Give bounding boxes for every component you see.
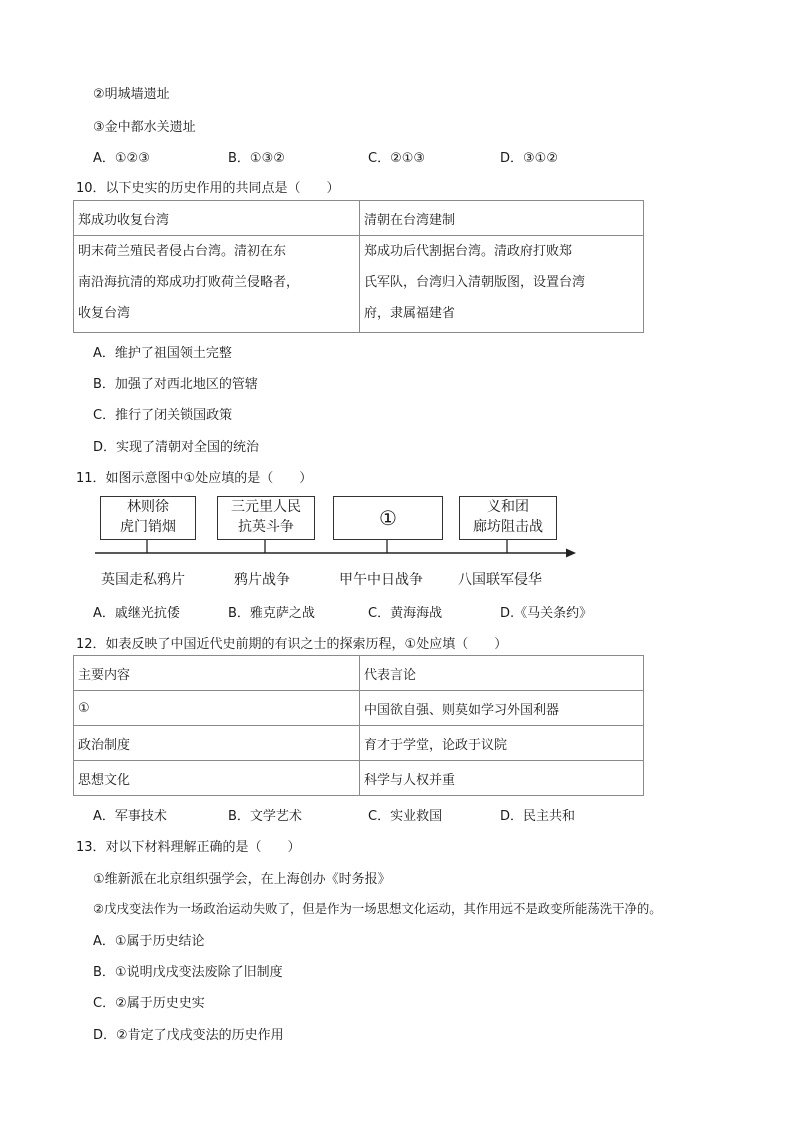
q11-option-b[interactable]: B．雅克萨之战	[228, 606, 315, 621]
q9-option-c[interactable]: C．②①③	[368, 151, 426, 166]
q11-stem: 11．如图示意图中①处应填的是（ ）	[76, 471, 313, 486]
event-box-blank	[333, 496, 443, 540]
event-box-4-line: 义和团	[487, 499, 529, 515]
q13-material-2: ②戊戌变法作为一场政治运动失败了，但是作为一场思想文化运动，其作用远不是政变所能荡洗干净的。	[93, 901, 662, 916]
q12-option-a[interactable]: A．军事技术	[93, 809, 167, 824]
q12-cell: 育才于学堂，论政于议院	[360, 726, 644, 761]
q10-option-b[interactable]: B．加强了对西北地区的管辖	[93, 377, 258, 392]
q10-cell-1-line: 明末荷兰殖民者侵占台湾。清初在东	[78, 244, 287, 259]
event-box-4	[459, 496, 557, 540]
q13-material-1: ①维新派在北京组织强学会，在上海创办《时务报》	[93, 872, 391, 887]
q13-option-a[interactable]: A．①属于历史结论	[93, 934, 205, 949]
q10-cell-1-line: 收复台湾	[78, 306, 131, 321]
q13-option-b[interactable]: B．①说明戊戌变法废除了旧制度	[93, 965, 283, 980]
timeline-label-1: 英国走私鸦片	[101, 572, 185, 588]
q12-option-c[interactable]: C．实业救国	[368, 809, 443, 824]
timeline-label-3: 甲午中日战争	[339, 572, 423, 588]
q10-option-d[interactable]: D．实现了清朝对全国的统治	[93, 440, 260, 455]
q12-cell: ①	[74, 691, 360, 726]
q12-cell: 思想文化	[74, 761, 360, 796]
q9-item-2: ②明城墙遗址	[93, 87, 170, 102]
q13-stem: 13．对以下材料理解正确的是（ ）	[76, 840, 301, 855]
q10-cell-2-line: 郑成功后代割据台湾。清政府打败郑	[364, 244, 573, 259]
q11-option-d[interactable]: D.《马关条约》	[500, 606, 593, 621]
q13-option-d[interactable]: D．②肯定了戊戌变法的历史作用	[93, 1028, 284, 1043]
event-box-1	[100, 496, 196, 540]
q9-item-3: ③金中都水关遗址	[93, 120, 196, 135]
q13-option-c[interactable]: C．②属于历史史实	[93, 996, 205, 1011]
q10-stem: 10．以下史实的历史作用的共同点是（ ）	[76, 181, 340, 196]
q12-option-b[interactable]: B．文学艺术	[228, 809, 302, 824]
q12-cell: 科学与人权并重	[360, 761, 644, 796]
q10-option-a[interactable]: A．维护了祖国领土完整	[93, 346, 232, 361]
event-box-1-line: 林则徐	[127, 499, 169, 515]
q10-cell-1-line: 南沿海抗清的郑成功打败荷兰侵略者，	[78, 275, 300, 290]
q12-option-d[interactable]: D．民主共和	[500, 809, 576, 824]
q10-option-c[interactable]: C．推行了闭关锁国政策	[93, 408, 233, 423]
event-box-1-line: 虎门销烟	[120, 519, 176, 535]
q12-header-1: 主要内容	[74, 656, 360, 691]
q10-header-2: 清朝在台湾建制	[360, 201, 644, 236]
timeline-label-4: 八国联军侵华	[458, 572, 542, 588]
q12-stem: 12．如表反映了中国近代史前期的有识之士的探索历程，①处应填（ ）	[76, 637, 508, 652]
q12-header-2: 代表言论	[360, 656, 644, 691]
q10-header-1: 郑成功收复台湾	[74, 201, 360, 236]
event-box-2-line: 三元里人民	[231, 499, 301, 515]
event-box-4-line: 廊坊阻击战	[473, 519, 543, 535]
q12-cell: 中国欲自强、则莫如学习外国利器	[360, 691, 644, 726]
q10-cell-2-line: 府，隶属福建省	[364, 306, 456, 321]
q9-option-a[interactable]: A．①②③	[93, 151, 150, 166]
q9-option-d[interactable]: D．③①②	[500, 151, 558, 166]
q9-option-b[interactable]: B．①③②	[228, 151, 285, 166]
event-box-2	[217, 496, 315, 540]
q11-option-a[interactable]: A．戚继光抗倭	[93, 606, 180, 621]
timeline-label-2: 鸦片战争	[234, 572, 290, 588]
event-box-blank-line: ①	[379, 506, 397, 530]
q10-cell-2-line: 氏军队，台湾归入清朝版图，设置台湾	[364, 275, 586, 290]
event-box-2-line: 抗英斗争	[238, 519, 294, 535]
q12-table	[73, 655, 644, 796]
q12-cell: 政治制度	[74, 726, 360, 761]
q11-option-c[interactable]: C．黄海海战	[368, 606, 443, 621]
